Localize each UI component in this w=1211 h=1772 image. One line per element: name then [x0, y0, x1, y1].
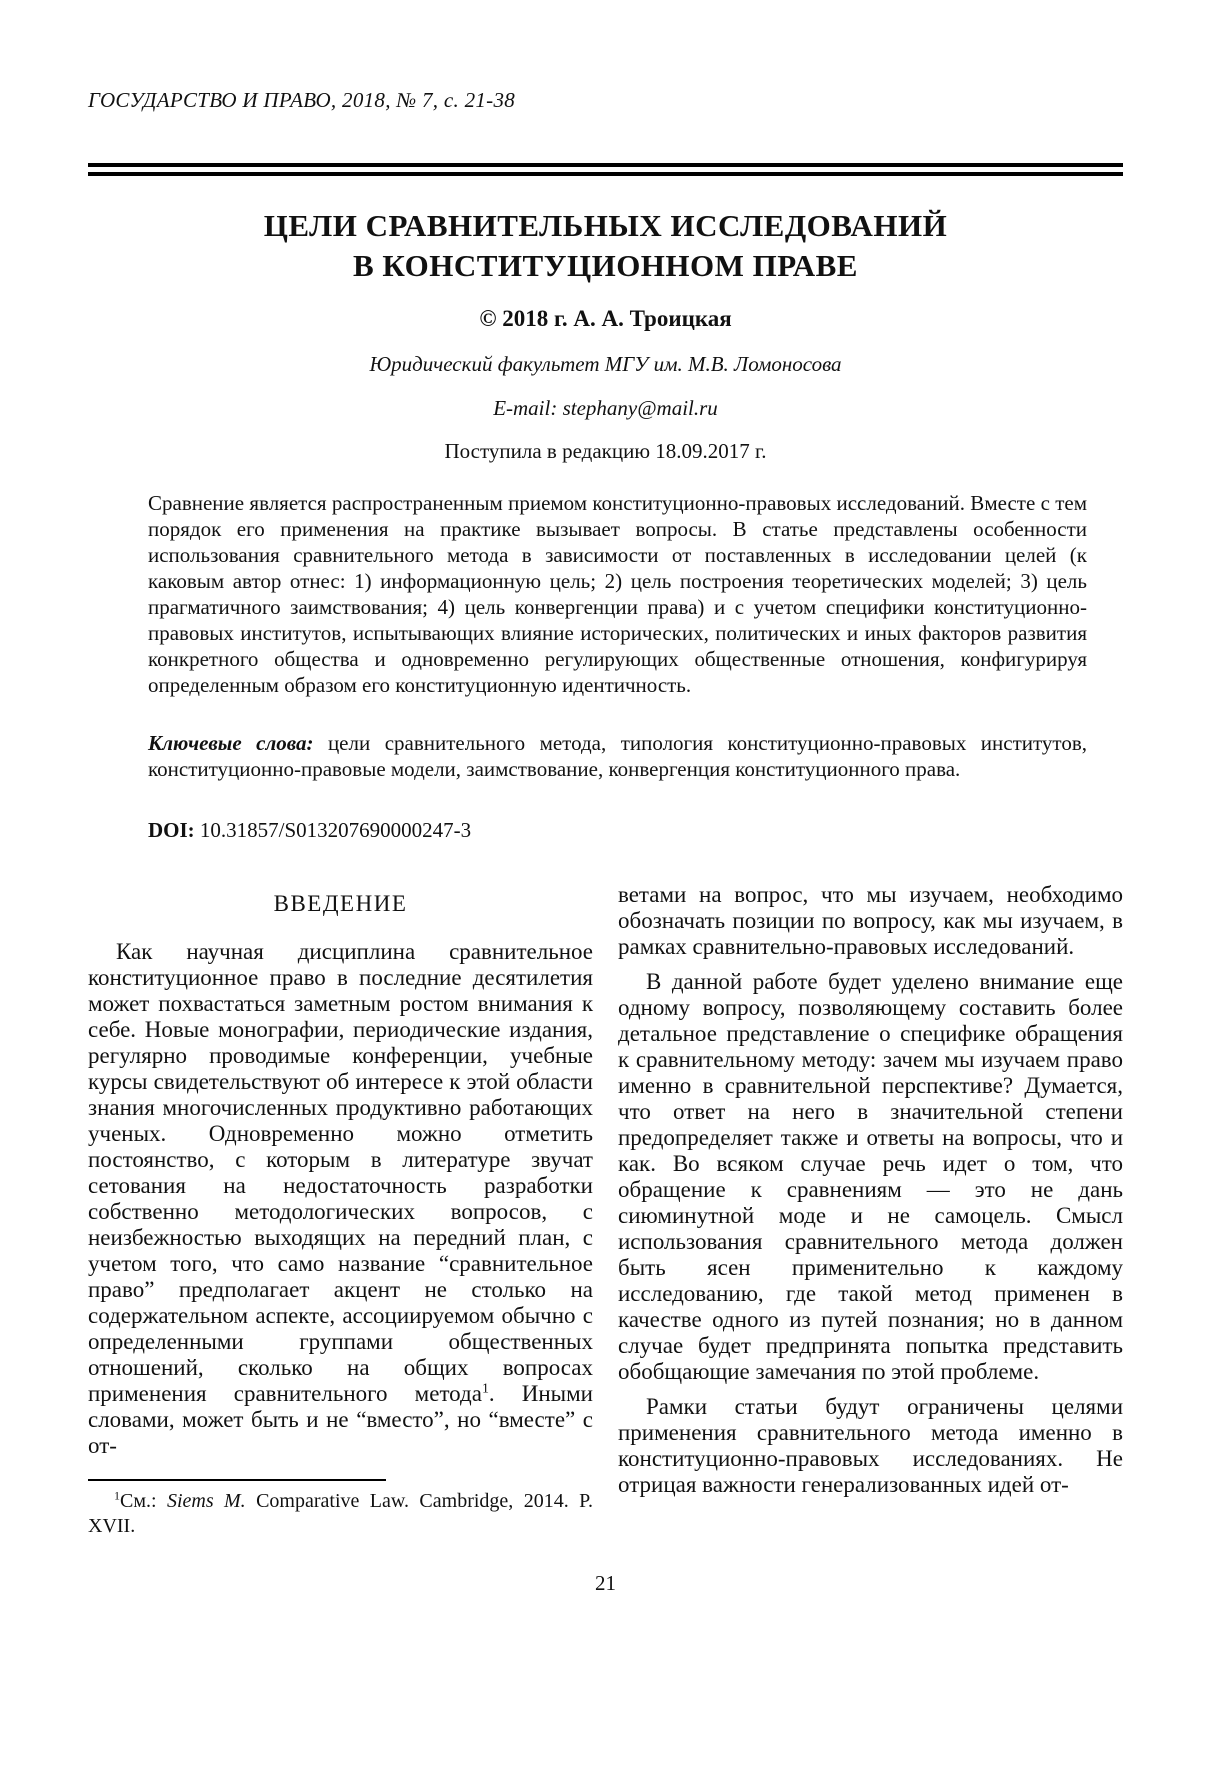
footnote-reference-marker: 1: [481, 1380, 489, 1396]
header-rule-bottom: [88, 172, 1123, 176]
footnote-marker: 1: [114, 1488, 120, 1503]
left-column: [88, 877, 593, 1539]
page-number: 21: [595, 1571, 616, 1595]
keywords-list: цели сравнительного метода, типология конституционно-правовых институтов, конституционно-правовые модели, заимствование, конвергенция конституционного права.: [148, 731, 1087, 781]
body-paragraph: ветами на вопрос, что мы изучаем, необходимо обозначать позиции по вопросу, как мы изучаем, в рамках сравнительно-правовых исследований.: [618, 882, 1123, 959]
journal-header: ГОСУДАРСТВО И ПРАВО, 2018, № 7, с. 21-38: [88, 88, 516, 112]
body-paragraph: Рамки статьи будут ограничены целями применения сравнительного метода именно в конституционно-правовых исследованиях. Не отрицая важности генерализованных идей от-: [618, 1394, 1123, 1497]
article-title: [88, 206, 1123, 286]
two-column-body: [88, 877, 1123, 1539]
right-column: [618, 877, 1123, 1539]
header-rule: [88, 163, 1123, 176]
doi-label: DOI:: [148, 818, 195, 842]
footnote-separator-rule: [88, 1479, 386, 1481]
section-heading-introduction: ВВЕДЕНИЕ: [273, 891, 408, 916]
footnote-citation-rest: Comparative Law. Cambridge, 2014. P. XVII.: [88, 1490, 593, 1537]
copyright-author-line: © 2018 г. А. А. Троицкая: [479, 306, 732, 331]
article-title-line1: ЦЕЛИ СРАВНИТЕЛЬНЫХ ИССЛЕДОВАНИЙ: [263, 208, 948, 243]
footnote-citation-author: Siems M.: [166, 1490, 246, 1512]
article-title-line2: В КОНСТИТУЦИОННОМ ПРАВЕ: [353, 248, 858, 283]
doi-value: 10.31857/S013207690000247-3: [194, 818, 472, 842]
article-page: [0, 88, 1211, 1596]
footnote-text: [88, 1489, 593, 1539]
abstract-text: Сравнение является распространенным приемом конституционно-правовых исследований. Вместе с тем порядок его применения на практике вызывает вопросы. В статье представлены особенности использования сравнительного метода в зависимости от поставленных в исследовании целей (к каковым автор отнес: 1) информационную цель; 2) цель построения теоретических моделей; 3) цель прагматичного заимствования; 4) цель конвергенции права) и с учетом специфики конституционно-правовых институтов, испытывающих влияние исторических, политических и иных факторов развития конкретного общества и одновременно регулирующих общественные отношения, конфигурируя определенным образом его конституционную идентичность.: [148, 491, 1087, 697]
doi-block: [148, 818, 1087, 843]
intro-paragraph-continuation: . Иными словами, может быть и не “вместо”, но “вместе” с от-: [88, 1381, 593, 1458]
received-date-line: Поступила в редакцию 18.09.2017 г.: [444, 439, 767, 463]
footnote-block: [88, 1479, 593, 1539]
keywords-label: Ключевые слова:: [148, 731, 314, 755]
body-paragraph: В данной работе будет уделено внимание еще одному вопросу, позволяющему составить более детальное представление о специфике обращения к сравнительному методу: зачем мы изучаем право именно в сравнительной перспективе? Думается, что ответ на него в значительной степени предопределяет также и ответы на вопросы, что и как. Во всяком случае речь идет о том, что обращение к сравнениям — это не дань сиюминутной моде и не самоцель. Смысл использования сравнительного метода должен быть ясен применительно к каждому исследованию, где такой метод применен в качестве одного из путей познания; но в данном случае будет предпринята попытка представить обобщающие замечания по этой проблеме.: [618, 969, 1123, 1384]
footnote-prefix: См.:: [120, 1490, 167, 1512]
author-affiliation: Юридический факультет МГУ им. М.В. Ломоносова: [369, 352, 842, 376]
header-rule-top: [88, 163, 1123, 167]
keywords-block: [148, 730, 1087, 782]
author-email: E-mail: stephany@mail.ru: [493, 396, 718, 420]
intro-paragraph-text: Как научная дисциплина сравнительное конституционное право в последние десятилетия может похвастаться заметным ростом внимания к себе. Новые монографии, периодические издания, регулярно проводимые конференции, учебные курсы свидетельствуют об интересе к этой области знания многочисленных продуктивно работающих ученых. Одновременно можно отметить постоянство, с которым в литературе звучат сетования на недостаточность разработки собственно методологических вопросов, с неизбежностью выходящих на передний план, с учетом того, что само название “сравнительное право” предполагает акцент не столько на содержательном аспекте, ассоциируемом обычно с определенными группами общественных отношений, сколько на общих вопросах применения сравнительного метода: [88, 939, 593, 1406]
intro-paragraph: [88, 939, 593, 1459]
